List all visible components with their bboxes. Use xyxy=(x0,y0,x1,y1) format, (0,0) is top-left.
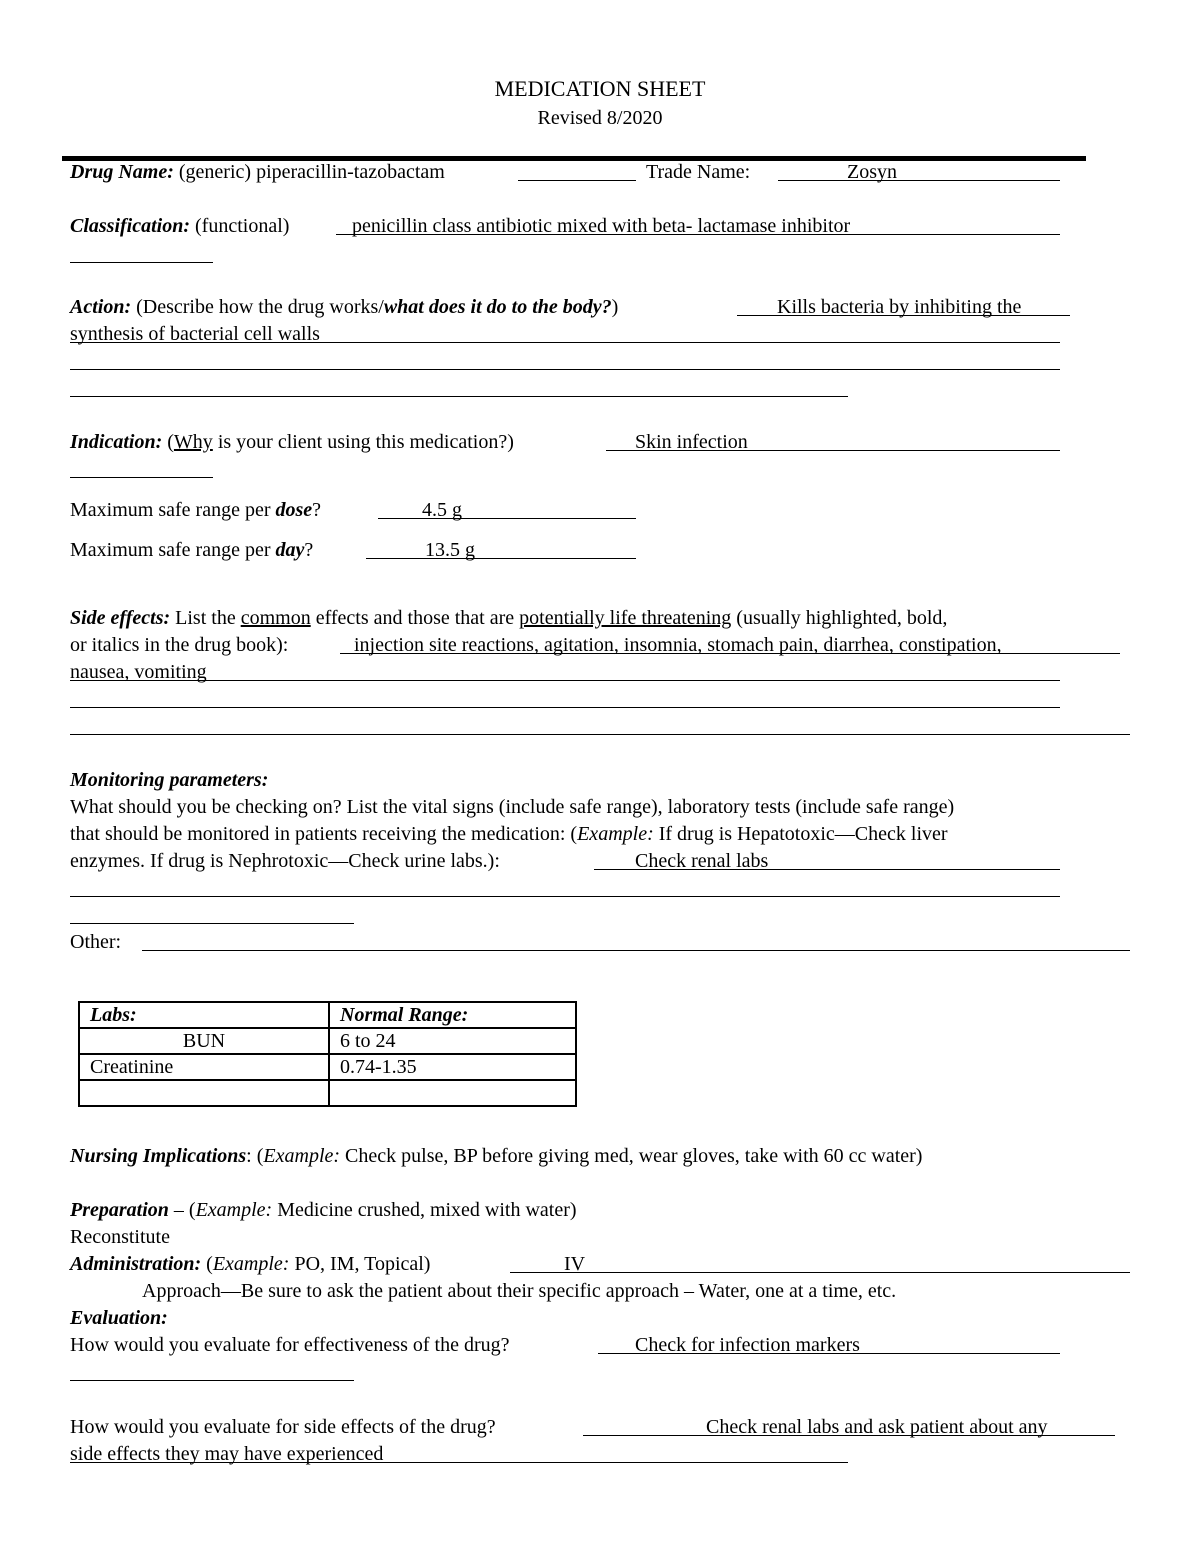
administration-row xyxy=(70,1254,430,1274)
side-effects-prompt-c: (usually highlighted, bold, xyxy=(731,607,948,629)
classification-underline-2 xyxy=(70,262,213,263)
indication-value[interactable]: Skin infection xyxy=(635,431,748,453)
indication-prompt-open: ( xyxy=(167,431,174,453)
max-dose-emph: dose xyxy=(275,499,313,521)
side-effects-underline-2 xyxy=(70,680,1060,681)
max-day-suffix: ? xyxy=(304,539,314,561)
evaluation-q1: How would you evaluate for effectiveness of the drug? xyxy=(70,1334,510,1356)
side-effects-prompt-line2: or italics in the drug book): xyxy=(70,634,289,656)
generic-underline xyxy=(518,180,636,181)
max-day-emph: day xyxy=(275,539,305,561)
action-underline-2 xyxy=(70,342,1060,343)
classification-prompt: (functional) xyxy=(195,215,290,237)
monitoring-line3: enzymes. If drug is Nephrotoxic—Check urine labs.): xyxy=(70,850,500,872)
generic-name-value[interactable]: piperacillin-tazobactam xyxy=(256,161,445,183)
side-effects-prompt-life: potentially life threatening xyxy=(519,607,732,629)
side-effects-underline-4 xyxy=(70,734,1130,735)
labs-header-row xyxy=(79,1002,576,1028)
side-effects-label: Side effects: xyxy=(70,607,171,629)
table-row xyxy=(79,1080,576,1106)
page-title: MEDICATION SHEET xyxy=(494,76,706,101)
action-label: Action: xyxy=(70,296,132,318)
indication-row xyxy=(70,432,514,452)
max-day-underline xyxy=(366,558,636,559)
lab-range[interactable]: 6 to 24 xyxy=(329,1028,576,1054)
lab-range[interactable]: 0.74-1.35 xyxy=(329,1054,576,1080)
side-effects-prompt-common: common xyxy=(240,607,311,629)
administration-approach: Approach—Be sure to ask the patient about their specific approach – Water, one at a time, etc. xyxy=(142,1280,897,1302)
table-row xyxy=(79,1028,576,1054)
trade-underline xyxy=(778,180,1060,181)
monitoring-line2 xyxy=(70,824,948,844)
lab-name[interactable]: BUN xyxy=(79,1028,329,1054)
monitoring-line2-b: If drug is Hepatotoxic—Check liver xyxy=(653,823,948,845)
action-underline-4 xyxy=(70,396,848,397)
max-day-value[interactable]: 13.5 g xyxy=(425,539,475,561)
monitoring-underline-2 xyxy=(70,896,1060,897)
monitoring-line1: What should you be checking on? List the vital signs (include safe range), laboratory tests (include safe range) xyxy=(70,796,955,818)
classification-label: Classification: xyxy=(70,215,191,237)
evaluation-label: Evaluation: xyxy=(70,1307,168,1329)
side-effects-prompt-b: effects and those that are xyxy=(310,607,520,629)
drug-name-label: Drug Name: xyxy=(70,161,174,183)
max-dose-row xyxy=(70,500,321,520)
nursing-open: ( xyxy=(251,1145,264,1167)
action-prompt-c: ) xyxy=(611,296,619,318)
preparation-value[interactable]: Reconstitute xyxy=(70,1226,170,1248)
side-effects-underline-3 xyxy=(70,707,1060,708)
nursing-label: Nursing Implications xyxy=(70,1145,247,1167)
action-value-line2[interactable]: synthesis of bacterial cell walls xyxy=(70,323,320,345)
preparation-dash: – ( xyxy=(168,1199,196,1221)
preparation-row xyxy=(70,1200,577,1220)
lab-range[interactable] xyxy=(329,1080,576,1106)
classification-row xyxy=(70,216,289,236)
other-label: Other: xyxy=(70,931,122,953)
table-row xyxy=(79,1054,576,1080)
monitoring-value[interactable]: Check renal labs xyxy=(635,850,769,872)
max-dose-prefix: Maximum safe range per xyxy=(70,499,276,521)
indication-prompt-rest: is your client using this medication?) xyxy=(212,431,514,453)
monitoring-label: Monitoring parameters: xyxy=(70,769,269,791)
lab-name[interactable] xyxy=(79,1080,329,1106)
max-day-row xyxy=(70,540,313,560)
side-effects-value-line2[interactable]: nausea, vomiting xyxy=(70,661,207,683)
administration-example: Example: xyxy=(212,1253,290,1275)
preparation-text: Medicine crushed, mixed with water) xyxy=(272,1199,577,1221)
administration-label: Administration: xyxy=(70,1253,202,1275)
evaluation-underline-4 xyxy=(70,1462,848,1463)
monitoring-underline-3 xyxy=(70,923,354,924)
side-effects-row xyxy=(70,608,947,628)
evaluation-a2-line1[interactable]: Check renal labs and ask patient about any xyxy=(706,1416,1048,1438)
max-day-prefix: Maximum safe range per xyxy=(70,539,276,561)
classification-value[interactable]: penicillin class antibiotic mixed with beta- lactamase inhibitor xyxy=(352,215,851,237)
indication-prompt-why: Why xyxy=(173,431,213,453)
labs-header-labs: Labs: xyxy=(79,1002,329,1028)
administration-value[interactable]: IV xyxy=(564,1253,586,1275)
nursing-colon: : xyxy=(246,1145,252,1167)
trade-name-value[interactable]: Zosyn xyxy=(847,161,897,183)
evaluation-a1[interactable]: Check for infection markers xyxy=(635,1334,860,1356)
administration-text: PO, IM, Topical) xyxy=(289,1253,431,1275)
generic-prompt: (generic) xyxy=(178,161,252,183)
trade-name-label: Trade Name: xyxy=(646,161,751,183)
preparation-example: Example: xyxy=(195,1199,273,1221)
monitoring-line2-a: that should be monitored in patients receiving the medication: ( xyxy=(70,823,578,845)
side-effects-prompt-a: List the xyxy=(170,607,241,629)
evaluation-underline-2 xyxy=(70,1380,354,1381)
evaluation-q2: How would you evaluate for side effects of the drug? xyxy=(70,1416,496,1438)
preparation-label: Preparation xyxy=(70,1199,169,1221)
nursing-text: Check pulse, BP before giving med, wear gloves, take with 60 cc water) xyxy=(340,1145,923,1167)
lab-name[interactable]: Creatinine xyxy=(79,1054,329,1080)
max-dose-underline xyxy=(378,518,636,519)
nursing-row xyxy=(70,1146,922,1166)
administration-open: ( xyxy=(201,1253,213,1275)
side-effects-value-line1[interactable]: injection site reactions, agitation, insomnia, stomach pain, diarrhea, constipation, xyxy=(354,634,1002,656)
action-underline-3 xyxy=(70,369,1060,370)
drug-name-row xyxy=(70,162,445,182)
action-prompt-b: what does it do to the body? xyxy=(383,296,612,318)
action-row xyxy=(70,297,618,317)
administration-underline xyxy=(510,1272,1130,1273)
nursing-example: Example: xyxy=(263,1145,341,1167)
max-dose-value[interactable]: 4.5 g xyxy=(422,499,462,521)
max-dose-suffix: ? xyxy=(312,499,322,521)
action-value-line1[interactable]: Kills bacteria by inhibiting the xyxy=(777,296,1022,318)
evaluation-a2-line2[interactable]: side effects they may have experienced xyxy=(70,1443,384,1465)
action-prompt-a: (Describe how the drug works/ xyxy=(136,296,384,318)
labs-header-range: Normal Range: xyxy=(329,1002,576,1028)
labs-table xyxy=(78,1001,577,1107)
indication-underline-2 xyxy=(70,477,213,478)
other-underline[interactable] xyxy=(142,950,1130,951)
revision-date: Revised 8/2020 xyxy=(537,107,663,129)
monitoring-example: Example: xyxy=(577,823,654,845)
indication-label: Indication: xyxy=(70,431,163,453)
